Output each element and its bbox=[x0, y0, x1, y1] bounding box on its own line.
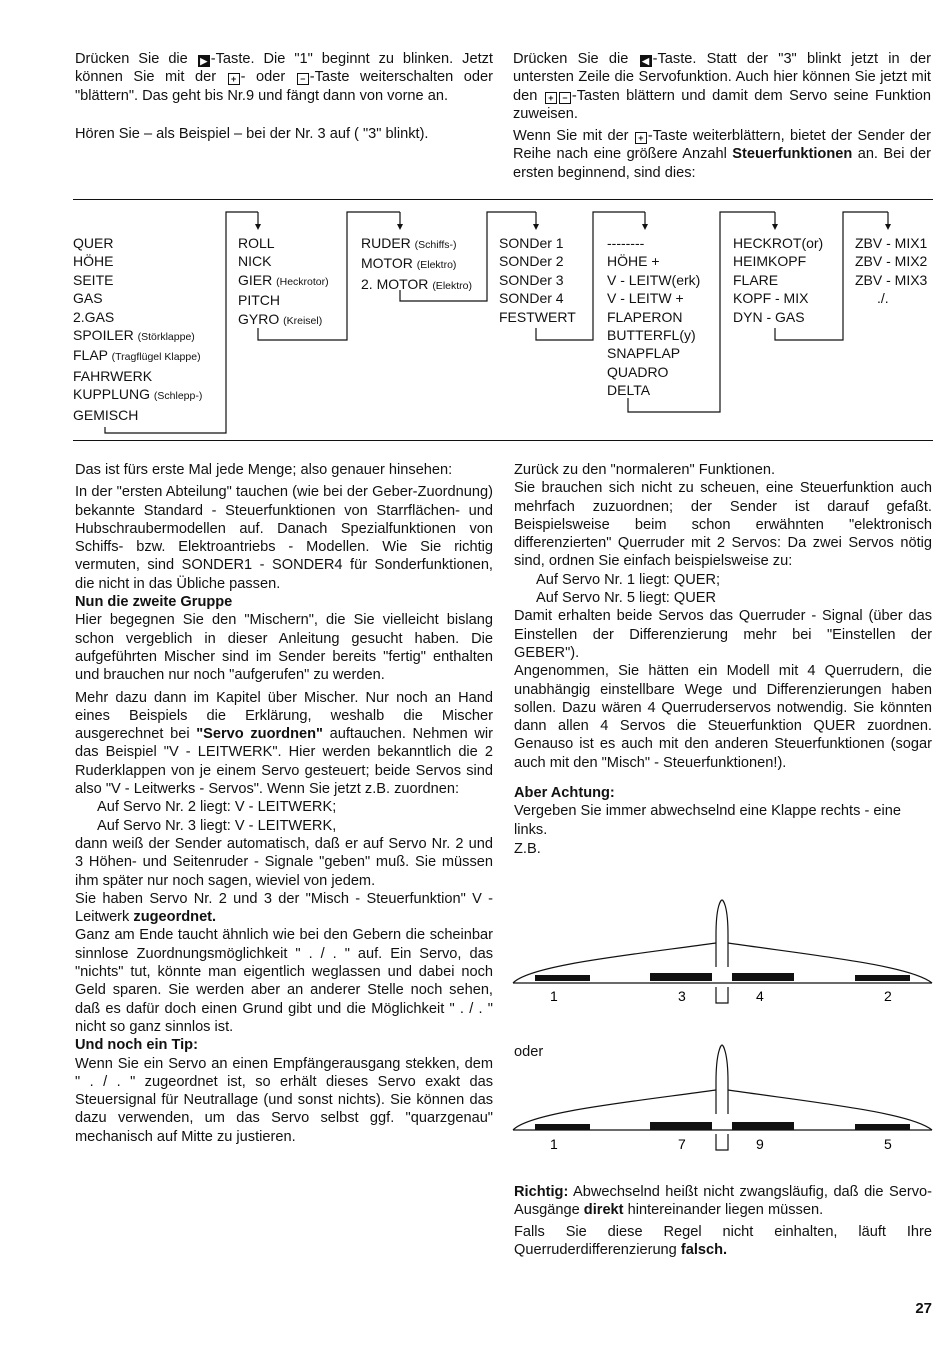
text: Drücken Sie die bbox=[513, 51, 629, 67]
aileron-3 bbox=[650, 973, 712, 981]
group-item: KOPF - MIX bbox=[733, 290, 809, 307]
aileron-1 bbox=[535, 975, 590, 981]
text: -Taste weiterblättern, bietet der Sender der Reihe nach eine größere Anzahl bbox=[513, 128, 931, 163]
wing-diagram-1 bbox=[510, 895, 935, 1010]
bottom-right-column bbox=[514, 461, 932, 858]
minus-key-icon: − bbox=[297, 73, 309, 85]
wing-label: 7 bbox=[678, 1136, 686, 1152]
indented-line: Auf Servo Nr. 2 liegt: V - LEITWERK; bbox=[97, 799, 337, 816]
paragraph: Das ist fürs erste Mal jede Menge; also genauer hinsehen: bbox=[75, 462, 453, 478]
group-item: V - LEITW(erk) bbox=[607, 271, 701, 288]
next-key-icon: ▶ bbox=[198, 55, 210, 67]
text: -Taste. Statt der "3" blinkt jetzt in der untersten Zeile die Servofunktion. Auch hier können Sie jetzt mit den bbox=[513, 51, 931, 104]
group-item: GYRO (Kreisel) bbox=[238, 310, 323, 327]
wing-label: 5 bbox=[884, 1136, 892, 1152]
paragraph bbox=[75, 890, 493, 927]
paragraph: Angenommen, Sie hätten ein Modell mit 4 Querrudern, die unabhängig einstellbare Wege und Differenzierungen haben sollen. Dazu wären 4 Querruderservos notwendig. Sie könnten dann allen 4 Servos die Steuerfunktion QUER zuordnen. Genauso ist es auch mit den anderen Steuerfunktionen (sogar auch mit den "Misch" - Steuerfunktionen!). bbox=[514, 663, 932, 771]
aileron-2 bbox=[855, 975, 910, 981]
group-item: SONDer 3 bbox=[499, 271, 564, 288]
group-item: MOTOR (Elektro) bbox=[361, 255, 457, 272]
intro-paragraph-3 bbox=[513, 50, 931, 123]
group-item: KUPPLUNG (Schlepp-) bbox=[73, 386, 203, 403]
group-item: RUDER (Schiffs-) bbox=[361, 235, 457, 251]
wing-label: 1 bbox=[550, 1136, 558, 1152]
wing-label: 3 bbox=[678, 988, 686, 1004]
text: -Taste weiterschalten oder "blättern". Das geht bis Nr.9 und fängt dann von vorne an. bbox=[75, 69, 494, 104]
intro-paragraph-4 bbox=[513, 127, 931, 182]
paragraph bbox=[514, 1223, 932, 1260]
group-item: SONDer 1 bbox=[499, 235, 564, 251]
wing-label: 1 bbox=[550, 988, 558, 1004]
group-item: SNAPFLAP bbox=[607, 345, 681, 362]
group-item: FLAP (Tragflügel Klappe) bbox=[73, 347, 201, 364]
group-item: NICK bbox=[238, 253, 272, 270]
text: auftauchen. Nehmen wir das Beispiel "V - LEITWERK". Hier werden bekanntlich die 2 Ruderklappen von je einem Servo gesteuert; beide Servos sind also "V - Leitwerks - Servos". Wenn Sie jetzt z.B. zuordnen: bbox=[75, 726, 493, 798]
paragraph: Zurück zu den "normaleren" Funktionen. bbox=[514, 462, 776, 478]
group-item: PITCH bbox=[238, 292, 280, 309]
group-item: ZBV - MIX3 bbox=[855, 271, 928, 288]
section-heading: Und noch ein Tip: bbox=[75, 1037, 198, 1054]
group-item: SPOILER (Störklappe) bbox=[73, 327, 195, 344]
group-item: ZBV - MIX2 bbox=[855, 253, 928, 270]
bold-text: zugeordnet. bbox=[133, 909, 217, 926]
plus-key-icon: + bbox=[228, 73, 240, 85]
wing-label: 9 bbox=[756, 1136, 764, 1152]
aileron-9 bbox=[732, 1122, 794, 1130]
group-item: HÖHE + bbox=[607, 253, 660, 270]
wing-diagram-2 bbox=[510, 1042, 935, 1157]
bold-text: "Servo zuordnen" bbox=[196, 726, 323, 743]
paragraph bbox=[514, 1183, 932, 1220]
group-item: ROLL bbox=[238, 235, 275, 251]
text: hintereinander liegen müssen. bbox=[627, 1202, 824, 1219]
bold-text: direkt bbox=[583, 1202, 624, 1219]
enter-key-icon: ◀ bbox=[640, 55, 652, 67]
group-item: DYN - GAS bbox=[733, 308, 805, 325]
group-flow-diagram bbox=[0, 200, 950, 440]
group-item: DELTA bbox=[607, 382, 651, 399]
group-item: HEIMKOPF bbox=[733, 253, 807, 270]
text: -Tasten blättern und damit dem Servo seine Funktion zuweisen. bbox=[513, 87, 931, 122]
paragraph: Hier begegnen Sie den "Mischern", die Sie vielleicht bislang schon vergeblich in dieser Anleitung gesucht haben. Die aufgeführten Mischer sind im Sender bereits "fertig" enthalten und brauchen nur noch "aufgerufen" zu werden. bbox=[75, 612, 493, 684]
bottom-left-column bbox=[75, 461, 493, 1146]
paragraph: In der "ersten Abteilung" tauchen (wie bei der Geber-Zuordnung) bekannte Standard - Steuerfunktionen von Starrflächen- und Hubschraubermodellen auf. Danach Spezialfunktionen von Schiffs- bzw. Elektroantriebs - Modellen. Wie Sie richtig vermuten, sind SONDER1 - SONDER4 für Sonderfunktionen, die nicht in das Übliche passen. bbox=[75, 484, 493, 592]
group-item: ./. bbox=[877, 290, 889, 307]
text: Wenn Sie mit der bbox=[513, 128, 629, 145]
bottom-right-footer bbox=[514, 1183, 932, 1259]
group-item: 2.GAS bbox=[73, 308, 115, 325]
text: an. Bei der ersten beginnend, sind dies: bbox=[513, 146, 931, 181]
group-item: GAS bbox=[73, 290, 103, 307]
paragraph: dann weiß der Sender automatisch, daß er auf Servo Nr. 2 und 3 Höhen- und Seitenruder - Signale "geben" muß. Sie müssen ihm später nur noch sagen, wieviel von jedem. bbox=[75, 835, 493, 889]
group-item: QUADRO bbox=[607, 363, 669, 380]
group-item: GIER (Heckrotor) bbox=[238, 271, 329, 288]
bold-text: Richtig: bbox=[514, 1184, 569, 1200]
top-right-column bbox=[513, 50, 931, 182]
group-item: FAHRWERK bbox=[73, 367, 153, 384]
paragraph: Wenn Sie ein Servo an einen Empfängerausgang stekken, dem " . / . " zugeordnet ist, so erhält dieses Servo exakt das Steuersignal für Neutrallage (und sonst nichts). Sie können das dazu verwenden, um das Servo selbst ggf. "quarzgenau" mechanisch auf Mitte zu justieren. bbox=[75, 1055, 493, 1145]
paragraph: Vergeben Sie immer abwechselnd eine Klappe rechts - eine links. bbox=[514, 803, 901, 838]
group-item: 2. MOTOR (Elektro) bbox=[361, 275, 472, 292]
top-left-column bbox=[75, 50, 493, 143]
paragraph: Sie brauchen sich nicht zu scheuen, eine Steuerfunktion auch mehrfach zuzuordnen; der Sender ist darauf gefaßt. Beispielsweise beim schon erwähnten "elektronisch differenzierten" Querruder mit 2 Servos: Da zwei Servos nötig sind, ordnen Sie einfach beispielsweise zu: bbox=[514, 480, 932, 570]
text: Abwechselnd heißt nicht zwangsläufig, daß die Servo-Ausgänge bbox=[514, 1184, 933, 1219]
wing-label: 4 bbox=[756, 988, 764, 1004]
group-item: FLAPERON bbox=[607, 308, 683, 325]
minus-key-icon: − bbox=[559, 92, 571, 104]
paragraph: Damit erhalten beide Servos das Querruder - Signal (über das Einstellen der Differenzierung mehr bei "Einstellen der GEBER"). bbox=[514, 608, 932, 661]
group-item: SONDer 2 bbox=[499, 253, 564, 270]
aileron-1 bbox=[535, 1124, 590, 1130]
text: Sie haben Servo Nr. 2 und 3 der "Misch - Steuerfunktion" V - Leitwerk bbox=[75, 890, 493, 926]
section-heading: Nun die zweite Gruppe bbox=[75, 594, 233, 611]
group-item: FLARE bbox=[733, 271, 779, 288]
paragraph bbox=[75, 689, 493, 799]
indented-line: Auf Servo Nr. 5 liegt: QUER bbox=[536, 590, 717, 607]
page-number: 27 bbox=[915, 1300, 932, 1317]
plus-key-icon: + bbox=[545, 92, 557, 104]
group-item: GEMISCH bbox=[73, 406, 139, 423]
aileron-5 bbox=[855, 1124, 910, 1130]
aileron-4 bbox=[732, 973, 794, 981]
text: Drücken Sie die bbox=[75, 51, 188, 67]
section-heading: Aber Achtung: bbox=[514, 785, 615, 802]
text: Mehr dazu dann im Kapitel über Mischer. Nur noch an Hand eines Beispiels die Erklärung, weshalb die Mischer ausgerechnet bei bbox=[75, 689, 493, 743]
indented-line: Auf Servo Nr. 3 liegt: V - LEITWERK, bbox=[97, 817, 337, 834]
group-item: BUTTERFL(y) bbox=[607, 327, 696, 344]
oder-label: oder bbox=[514, 1044, 544, 1060]
text: - oder bbox=[240, 69, 286, 86]
zb-label: Z.B. bbox=[514, 840, 541, 857]
group-item: V - LEITW + bbox=[607, 290, 684, 307]
intro-paragraph-2: Hören Sie – als Beispiel – bei der Nr. 3 auf ( "3" blinkt). bbox=[75, 125, 429, 142]
group-item: HÖHE bbox=[73, 253, 114, 270]
group-item: SEITE bbox=[73, 271, 114, 288]
divider-middle bbox=[73, 440, 933, 441]
group-item: -------- bbox=[607, 235, 645, 251]
group-item: SONDer 4 bbox=[499, 290, 564, 307]
bold-text: falsch. bbox=[680, 1241, 728, 1258]
wing-label: 2 bbox=[884, 988, 892, 1004]
bold-text: Steuerfunktionen bbox=[732, 146, 853, 163]
group-item: QUER bbox=[73, 235, 114, 251]
group-item: ZBV - MIX1 bbox=[855, 235, 928, 251]
intro-paragraph-1 bbox=[75, 50, 493, 105]
plus-key-icon: + bbox=[635, 132, 647, 144]
text: -Taste. Die "1" beginnt zu blinken. Jetzt können Sie mit der bbox=[75, 51, 493, 86]
text: Falls Sie diese Regel nicht einhalten, läuft Ihre Querruderdifferenzierung bbox=[514, 1223, 932, 1258]
group-item: FESTWERT bbox=[499, 308, 576, 325]
paragraph: Ganz am Ende taucht ähnlich wie bei den Gebern die scheinbar sinnlose Zuordnungsmöglichkeit " . / . " auf. Ein Servo, das "nichts" tut, könnte man eigentlich weglassen und dabei noch Geld sparen. Sie werden aber an anderer Stelle noch sehen, daß es dafür doch einen Grund gibt und die Möglichkeit " . / . " nicht so ganz sinnlos ist. bbox=[75, 927, 493, 1035]
group-item: HECKROT(or) bbox=[733, 235, 824, 251]
aileron-7 bbox=[650, 1122, 712, 1130]
indented-line: Auf Servo Nr. 1 liegt: QUER; bbox=[536, 571, 721, 588]
